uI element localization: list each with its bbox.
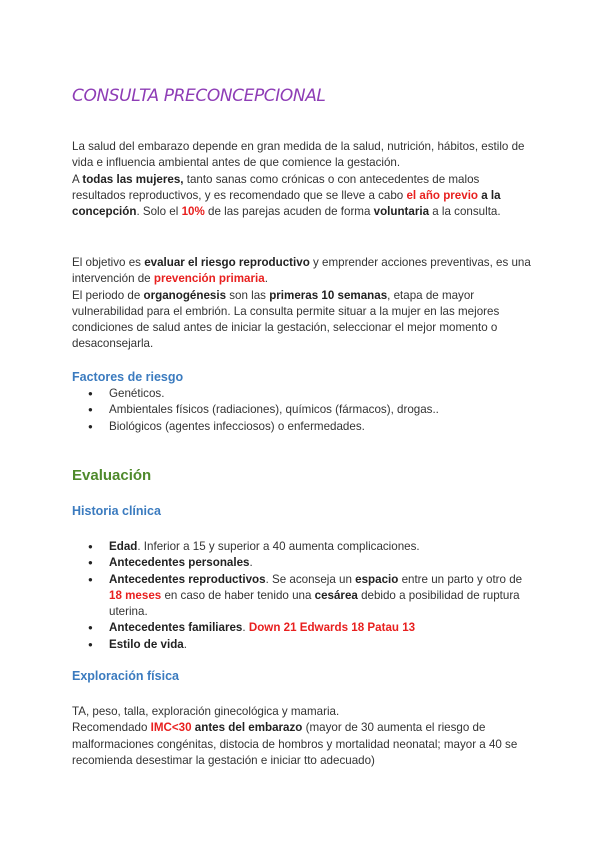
exploration-heading: Exploración física [72, 669, 179, 683]
familiares-a: . [242, 621, 249, 635]
repro-e: en caso de haber tenido una [161, 588, 315, 602]
list-item-personales [72, 555, 532, 571]
repro-a: . Se aconseja un [265, 572, 356, 586]
repro-g: debido a posibilidad de ruptura uterina. [109, 588, 520, 619]
list-item-reproductivos [72, 572, 532, 621]
list-item: ● Ambientales físicos (radiaciones), químicos (fármacos), drogas.. [72, 402, 532, 418]
intro-p2-c: tanto sanas como crónicas o con antecedentes de malos resultados reproductivos, y es recomendado que se lleve a cabo [72, 172, 480, 202]
intro-p2-a: A [72, 172, 83, 186]
familiares-label: Antecedentes familiares [109, 621, 243, 635]
estilo-text: . [183, 637, 187, 651]
list-item: ● Biológicos (agentes infecciosos) o enfermedades. [72, 419, 532, 435]
obj-c: y emprender acciones preventivas, es una intervención de [72, 256, 531, 286]
intro-p2-j: a la consulta. [429, 205, 501, 219]
evaluation-heading: Evaluación [72, 467, 152, 484]
repro-d: 18 meses [109, 588, 162, 602]
repro-label: Antecedentes reproductivos [109, 572, 266, 586]
list-item-familiares [72, 620, 532, 636]
obj-g: organogénesis [143, 288, 227, 302]
expl-line1: TA, peso, talla, exploración ginecológica y mamaria. [72, 705, 340, 718]
list-item-estilo [72, 637, 532, 653]
intro-paragraph [72, 139, 532, 220]
obj-i: primeras 10 semanas [269, 288, 388, 302]
obj-j: , etapa de mayor vulnerabilidad para el embrión. La consulta permite situar a la mujer en las mejores condiciones de salud antes de iniciar la gestación, seleccionar el mejor momento o desaconsejarla. [72, 288, 500, 351]
obj-e: . [264, 272, 268, 286]
risk-factors-heading: Factores de riesgo [72, 370, 184, 384]
history-list [72, 539, 532, 653]
edad-label: Edad [109, 540, 138, 553]
expl-r-a: Recomendado [72, 721, 151, 735]
intro-p1: La salud del embarazo depende en gran medida de la salud, nutrición, hábitos, estilo de vida e influencia ambiental antes de que comience la gestación. [72, 140, 525, 170]
objective-paragraph [72, 255, 532, 353]
estilo-label: Estilo de vida [109, 637, 184, 651]
obj-f: El periodo de [72, 288, 144, 302]
risk-factors-list [72, 386, 532, 435]
repro-c: entre un parto y otro de [398, 572, 523, 586]
obj-b: evaluar el riesgo reproductivo [144, 256, 310, 269]
personales-text: . [249, 556, 253, 570]
intro-p2-b: todas las mujeres, [82, 172, 184, 186]
history-heading: Historia clínica [72, 504, 161, 518]
edad-text: . Inferior a 15 y superior a 40 aumenta complicaciones. [137, 540, 420, 553]
intro-p2-g: 10% [181, 205, 205, 219]
expl-r-b: IMC<30 [150, 721, 192, 735]
familiares-b: Down 21 Edwards 18 Patau 13 [248, 621, 416, 635]
intro-p2-e: a la concepción [72, 188, 501, 219]
obj-a: El objetivo es [72, 256, 145, 269]
list-item-edad [72, 539, 532, 555]
intro-p2-h: de las parejas acuden de forma [204, 205, 374, 219]
page-title: CONSULTA PRECONCEPCIONAL [72, 86, 326, 106]
intro-p2-i: voluntaria [373, 205, 430, 219]
expl-r-d: (mayor de 30 aumenta el riesgo de malformaciones congénitas, distocia de hombros y mortalidad neonatal; mayor a 40 se recomienda desestimar la gestación e iniciar tto adecuado) [72, 721, 518, 767]
personales-label: Antecedentes personales [109, 556, 250, 570]
obj-d: prevención primaria [153, 272, 265, 286]
intro-p2-d: el año previo [406, 188, 478, 202]
expl-r-c: antes del embarazo [191, 721, 303, 735]
intro-p2-f: . Solo el [136, 205, 182, 219]
exploration-paragraph [72, 704, 532, 769]
repro-f: cesárea [314, 588, 358, 602]
obj-h: son las [226, 288, 270, 302]
repro-b: espacio [355, 572, 399, 586]
list-item: ● Genéticos. [72, 386, 532, 402]
